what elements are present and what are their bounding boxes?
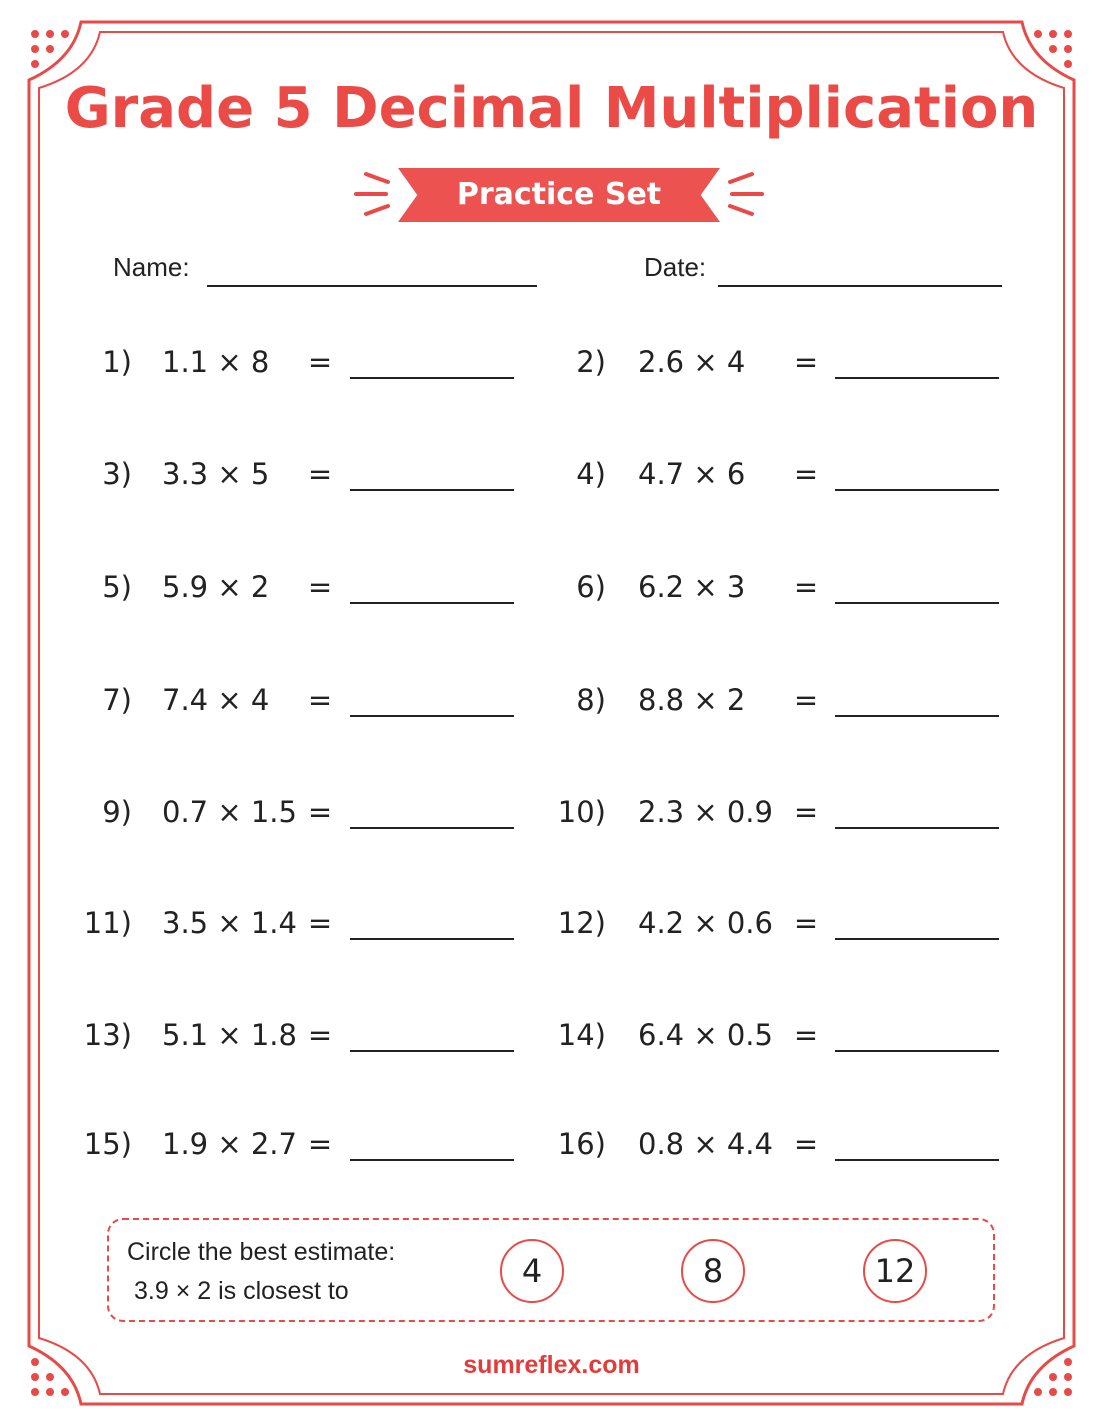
corner-dots-top-left bbox=[31, 30, 69, 68]
answer-blank[interactable] bbox=[350, 938, 514, 940]
problem-expression: 2.6 × 4 bbox=[638, 345, 746, 379]
problem-number: 6) bbox=[576, 570, 606, 604]
equals-sign: = bbox=[793, 683, 819, 717]
subtitle-text: Practice Set bbox=[456, 177, 662, 212]
problem-number: 3) bbox=[102, 457, 132, 491]
problem-number: 5) bbox=[102, 570, 132, 604]
equals-sign: = bbox=[793, 1127, 819, 1161]
equals-sign: = bbox=[793, 457, 819, 491]
answer-blank[interactable] bbox=[835, 489, 999, 491]
answer-blank[interactable] bbox=[835, 1050, 999, 1052]
problem-expression: 0.8 × 4.4 bbox=[638, 1127, 773, 1161]
answer-blank[interactable] bbox=[350, 489, 514, 491]
answer-blank[interactable] bbox=[835, 938, 999, 940]
estimate-choice-3[interactable]: 12 bbox=[863, 1239, 927, 1303]
answer-blank[interactable] bbox=[835, 1159, 999, 1161]
problem-number: 16) bbox=[557, 1127, 606, 1161]
date-field[interactable] bbox=[718, 285, 1002, 287]
equals-sign: = bbox=[793, 795, 819, 829]
footer-website: sumreflex.com bbox=[463, 1351, 640, 1379]
answer-blank[interactable] bbox=[835, 377, 999, 379]
answer-blank[interactable] bbox=[350, 1159, 514, 1161]
estimate-question: 3.9 × 2 is closest to bbox=[134, 1277, 349, 1305]
problem-expression: 3.3 × 5 bbox=[162, 457, 270, 491]
equals-sign: = bbox=[307, 1127, 333, 1161]
estimate-choice-2[interactable]: 8 bbox=[681, 1239, 745, 1303]
answer-blank[interactable] bbox=[835, 827, 999, 829]
answer-blank[interactable] bbox=[350, 827, 514, 829]
problem-number: 8) bbox=[576, 683, 606, 717]
problem-expression: 5.9 × 2 bbox=[162, 570, 270, 604]
equals-sign: = bbox=[307, 1018, 333, 1052]
equals-sign: = bbox=[307, 570, 333, 604]
problem-number: 15) bbox=[83, 1127, 132, 1161]
equals-sign: = bbox=[307, 457, 333, 491]
equals-sign: = bbox=[793, 570, 819, 604]
answer-blank[interactable] bbox=[350, 377, 514, 379]
answer-blank[interactable] bbox=[835, 602, 999, 604]
problem-expression: 6.2 × 3 bbox=[638, 570, 746, 604]
equals-sign: = bbox=[793, 345, 819, 379]
equals-sign: = bbox=[793, 906, 819, 940]
problem-expression: 3.5 × 1.4 bbox=[162, 906, 297, 940]
equals-sign: = bbox=[793, 1018, 819, 1052]
problem-expression: 6.4 × 0.5 bbox=[638, 1018, 773, 1052]
problem-number: 12) bbox=[557, 906, 606, 940]
estimate-choice-1[interactable]: 4 bbox=[500, 1239, 564, 1303]
equals-sign: = bbox=[307, 906, 333, 940]
answer-blank[interactable] bbox=[350, 1050, 514, 1052]
problem-number: 10) bbox=[557, 795, 606, 829]
problem-number: 7) bbox=[102, 683, 132, 717]
problem-expression: 0.7 × 1.5 bbox=[162, 795, 297, 829]
answer-blank[interactable] bbox=[350, 715, 514, 717]
equals-sign: = bbox=[307, 345, 333, 379]
problem-number: 14) bbox=[557, 1018, 606, 1052]
problem-expression: 8.8 × 2 bbox=[638, 683, 746, 717]
problem-expression: 5.1 × 1.8 bbox=[162, 1018, 297, 1052]
problem-expression: 4.2 × 0.6 bbox=[638, 906, 773, 940]
burst-lines-left bbox=[356, 174, 388, 214]
answer-blank[interactable] bbox=[350, 602, 514, 604]
problem-expression: 4.7 × 6 bbox=[638, 457, 746, 491]
burst-lines-right bbox=[730, 174, 762, 214]
problem-number: 4) bbox=[576, 457, 606, 491]
equals-sign: = bbox=[307, 683, 333, 717]
date-label: Date: bbox=[644, 252, 707, 282]
problem-expression: 1.9 × 2.7 bbox=[162, 1127, 297, 1161]
corner-dots-top-right bbox=[1034, 30, 1072, 68]
problem-expression: 7.4 × 4 bbox=[162, 683, 270, 717]
problem-expression: 2.3 × 0.9 bbox=[638, 795, 773, 829]
worksheet-title: Grade 5 Decimal Multiplication bbox=[64, 76, 1039, 141]
estimate-instruction: Circle the best estimate: bbox=[127, 1238, 396, 1266]
answer-blank[interactable] bbox=[835, 715, 999, 717]
problem-number: 9) bbox=[102, 795, 132, 829]
problem-number: 13) bbox=[83, 1018, 132, 1052]
problem-number: 1) bbox=[102, 345, 132, 379]
problem-number: 2) bbox=[576, 345, 606, 379]
name-field[interactable] bbox=[207, 285, 537, 287]
equals-sign: = bbox=[307, 795, 333, 829]
name-label: Name: bbox=[113, 252, 190, 282]
problem-expression: 1.1 × 8 bbox=[162, 345, 270, 379]
problem-number: 11) bbox=[83, 906, 132, 940]
